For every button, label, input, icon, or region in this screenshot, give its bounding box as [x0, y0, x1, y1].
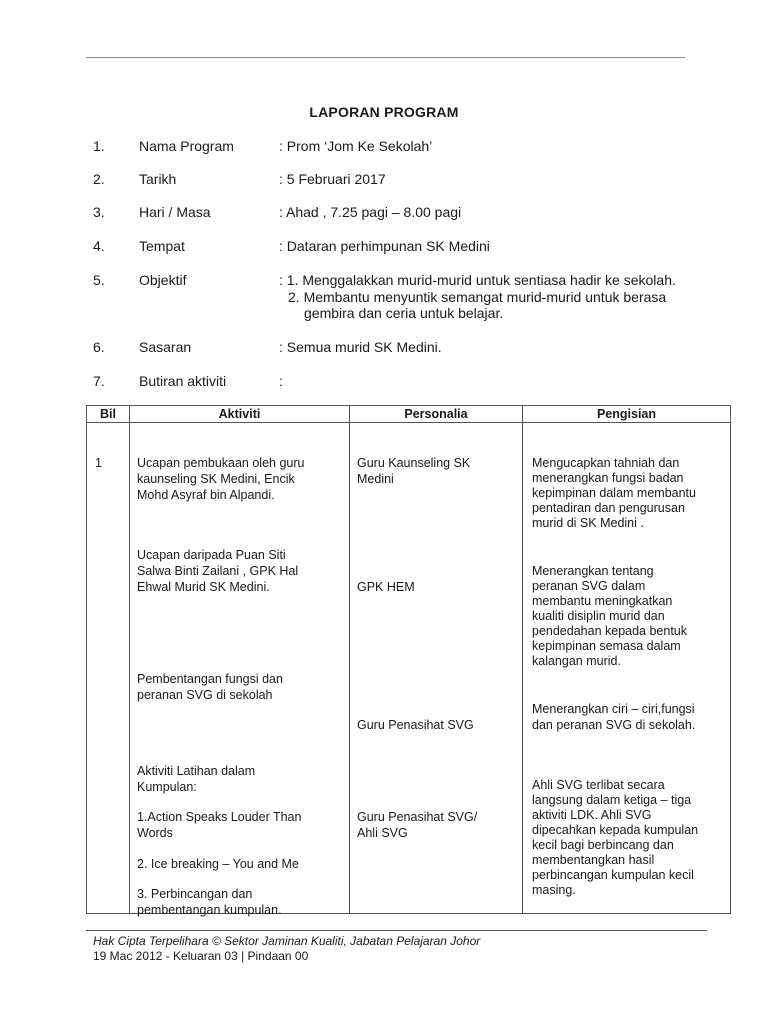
col-header-personalia: Personalia	[350, 406, 523, 423]
info-number: 4.	[93, 238, 105, 254]
info-number: 2.	[93, 171, 105, 187]
personalia-line: Guru Penasihat SVG	[357, 718, 474, 732]
pengisian-line: membantu meningkatkan	[532, 594, 673, 608]
pengisian-line: kualiti disiplin murid dan	[532, 609, 665, 623]
info-value: : Semua murid SK Medini.	[279, 339, 442, 355]
pengisian-line: langsung dalam ketiga – tiga	[532, 793, 692, 807]
pengisian-line: membentangkan hasil	[532, 853, 655, 867]
pengisian-line: pentadiran dan pengurusan	[532, 501, 685, 515]
info-label: Nama Program	[139, 138, 234, 154]
personalia-line: Medini	[357, 472, 394, 486]
aktiviti-line: 2. Ice breaking – You and Me	[137, 857, 299, 871]
pengisian-line: peranan SVG dalam	[532, 579, 646, 593]
pengisian-line: dipecahkan kepada kumpulan	[532, 823, 699, 837]
aktiviti-line: peranan SVG di sekolah	[137, 688, 273, 702]
personalia-line: Ahli SVG	[357, 826, 408, 840]
aktiviti-line: Salwa Binti Zailani , GPK Hal	[137, 564, 299, 578]
pengisian-line: masing.	[532, 883, 576, 897]
cell-personalia	[350, 423, 523, 914]
info-value: : Prom ‘Jom Ke Sekolah’	[279, 138, 433, 154]
col-header-pengisian: Pengisian	[523, 406, 731, 423]
info-number: 5.	[93, 272, 105, 288]
pengisian-line: kalangan murid.	[532, 654, 621, 668]
footer-copyright: Hak Cipta Terpelihara © Sektor Jaminan Kualiti, Jabatan Pelajaran Johor	[93, 934, 481, 948]
info-label: Sasaran	[139, 339, 192, 355]
cell-aktiviti	[130, 423, 350, 917]
footer-rule	[86, 930, 707, 931]
pengisian-line: Ahli SVG terlibat secara	[532, 778, 665, 792]
info-value: : Dataran perhimpunan SK Medini	[279, 238, 490, 254]
objective-line-2: 2. Membantu menyuntik semangat murid-murid untuk berasa	[288, 289, 667, 305]
table-header-row	[87, 406, 731, 423]
aktiviti-line: 1.Action Speaks Louder Than	[137, 810, 302, 824]
aktiviti-line: kaunseling SK Medini, Encik	[137, 472, 295, 486]
info-value: :	[279, 373, 283, 389]
page-title: LAPORAN PROGRAM	[309, 104, 459, 120]
info-value: : 5 Februari 2017	[279, 171, 386, 187]
personalia-line: Guru Kaunseling SK	[357, 456, 471, 470]
aktiviti-line: Words	[137, 826, 173, 840]
info-number: 1.	[93, 138, 105, 154]
aktiviti-line: Pembentangan fungsi dan	[137, 672, 283, 686]
pengisian-line: murid di SK Medini .	[532, 516, 644, 530]
pengisian-line: Mengucapkan tahniah dan	[532, 456, 680, 470]
footer-revision: 19 Mac 2012 - Keluaran 03 | Pindaan 00	[93, 949, 309, 963]
info-value: : 1. Menggalakkan murid-murid untuk sentiasa hadir ke sekolah.	[279, 272, 676, 288]
pengisian-line: perbincangan kumpulan kecil	[532, 868, 694, 882]
objective-line-3: gembira dan ceria untuk belajar.	[304, 305, 504, 321]
pengisian-line: kepimpinan semasa dalam	[532, 639, 681, 653]
col-header-aktiviti: Aktiviti	[130, 406, 350, 423]
col-header-bil: Bil	[87, 406, 130, 423]
info-label: Tempat	[139, 238, 185, 254]
info-label: Objektif	[139, 272, 187, 288]
cell-pengisian	[523, 423, 731, 914]
activity-table	[86, 405, 731, 917]
aktiviti-line: Ehwal Murid SK Medini.	[137, 580, 270, 594]
header-rule	[86, 57, 685, 58]
cell-bil	[87, 423, 130, 914]
pengisian-line: Menerangkan ciri – ciri,fungsi	[532, 702, 695, 716]
aktiviti-line: Kumpulan:	[137, 780, 197, 794]
aktiviti-line: Aktiviti Latihan dalam	[137, 764, 256, 778]
pengisian-line: dan peranan SVG di sekolah.	[532, 718, 696, 732]
aktiviti-line: 3. Perbincangan dan	[137, 887, 253, 901]
info-label: Butiran aktiviti	[139, 373, 227, 389]
pengisian-line: pendedahan kepada bentuk	[532, 624, 688, 638]
info-number: 7.	[93, 373, 105, 389]
bil-number: 1	[95, 456, 102, 470]
info-number: 6.	[93, 339, 105, 355]
pengisian-line: Menerangkan tentang	[532, 564, 654, 578]
table-row	[87, 423, 731, 914]
aktiviti-line: Ucapan daripada Puan Siti	[137, 548, 286, 562]
info-value: : Ahad , 7.25 pagi – 8.00 pagi	[279, 204, 462, 220]
pengisian-line: kecil bagi berbincang dan	[532, 838, 674, 852]
personalia-line: Guru Penasihat SVG/	[357, 810, 478, 824]
info-label: Tarikh	[139, 171, 177, 187]
aktiviti-line: Ucapan pembukaan oleh guru	[137, 456, 305, 470]
info-number: 3.	[93, 204, 105, 220]
pengisian-line: aktiviti LDK. Ahli SVG	[532, 808, 652, 822]
aktiviti-line: Mohd Asyraf bin Alpandi.	[137, 488, 275, 502]
aktiviti-line: pembentangan kumpulan.	[137, 903, 282, 917]
info-label: Hari / Masa	[139, 204, 211, 220]
personalia-line: GPK HEM	[357, 580, 415, 594]
pengisian-line: menerangkan fungsi badan	[532, 471, 684, 485]
pengisian-line: kepimpinan dalam membantu	[532, 486, 696, 500]
